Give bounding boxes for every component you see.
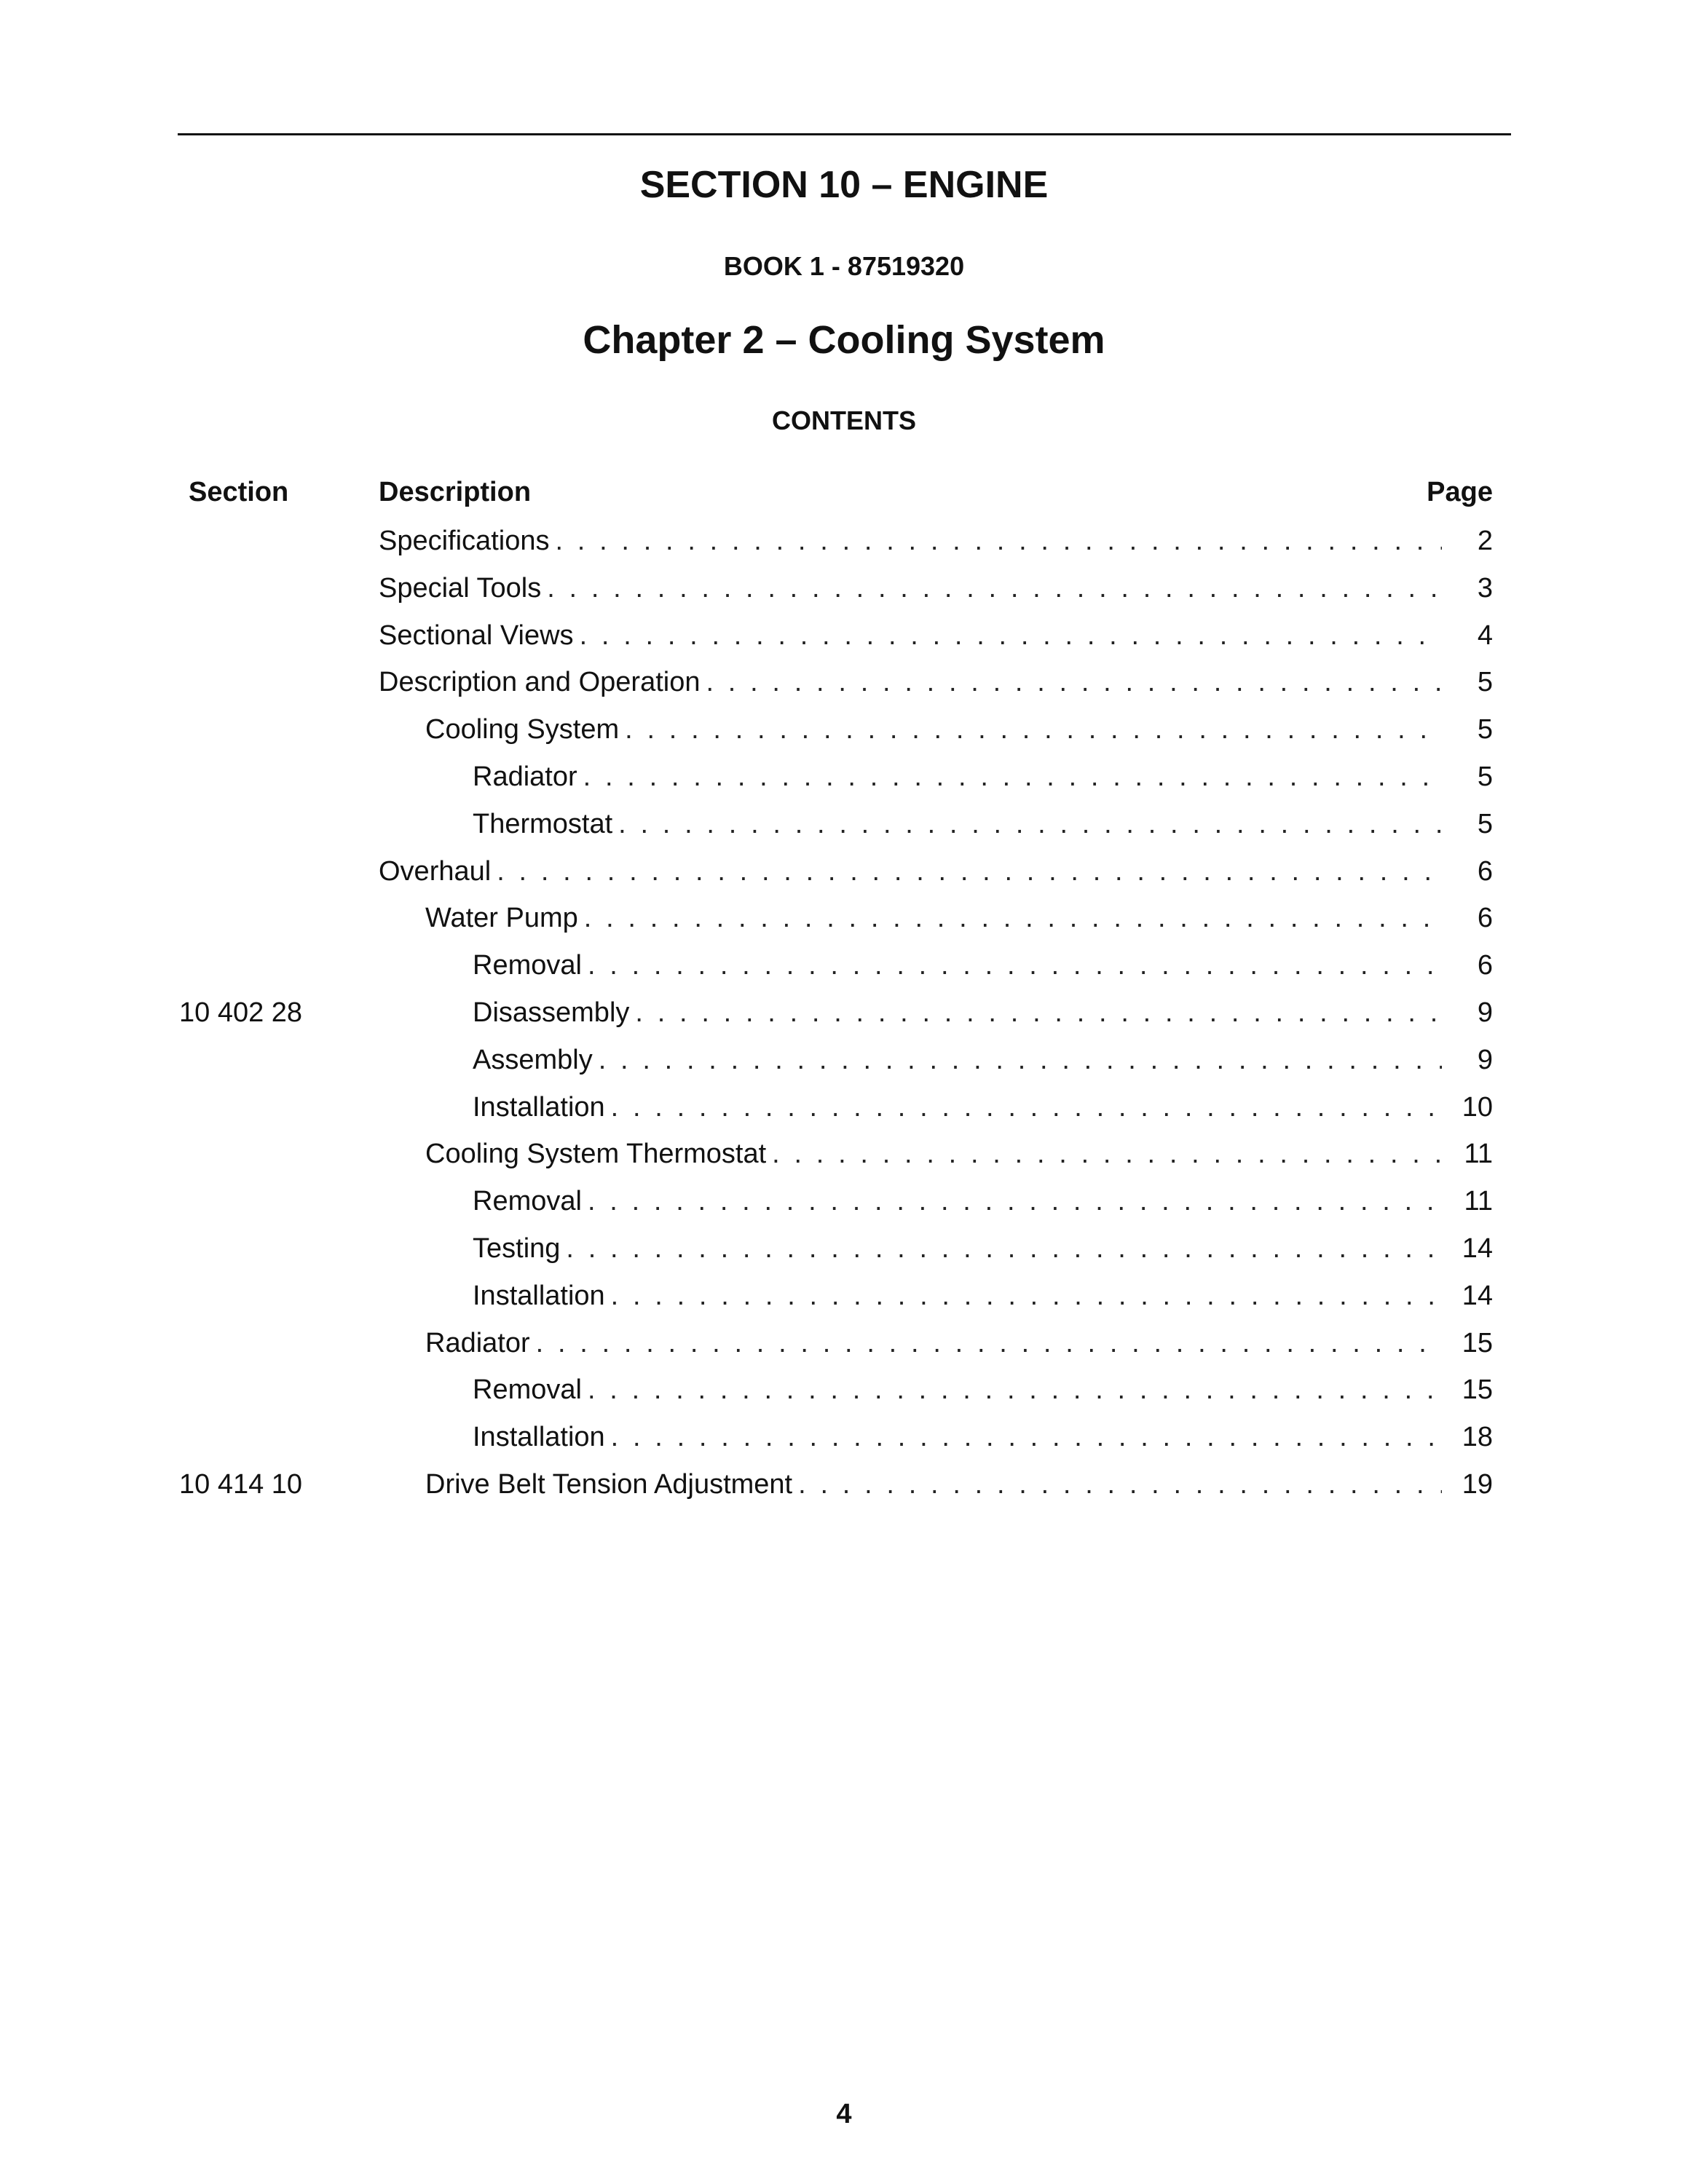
toc-section-code: 10 414 10 (179, 1469, 303, 1500)
toc-entry (473, 1182, 1493, 1220)
toc-entry-page: 11 (1464, 1186, 1493, 1216)
toc-entry (425, 1465, 1493, 1503)
toc-entry-label: Sectional Views (379, 620, 574, 651)
toc-entry (425, 899, 1493, 937)
toc-entry-label: Assembly (473, 1045, 593, 1075)
toc-entry (425, 1135, 1493, 1173)
chapter-title: Chapter 2 – Cooling System (583, 318, 1105, 362)
toc-entry-page: 5 (1477, 714, 1493, 745)
toc-entry-page: 14 (1462, 1233, 1493, 1264)
dot-leader (547, 569, 1442, 607)
toc-entry-page: 6 (1477, 950, 1493, 981)
toc-entry-label: Removal (473, 1186, 582, 1216)
toc-entry-label: Disassembly (473, 997, 630, 1028)
dot-leader (635, 994, 1442, 1032)
toc-entry (379, 569, 1493, 607)
toc-row (178, 617, 1493, 654)
dot-leader (583, 758, 1442, 796)
toc-row (178, 899, 1493, 937)
toc-entry-page: 2 (1477, 526, 1493, 556)
toc-entry-label: Cooling System (425, 714, 620, 745)
toc-row (178, 1324, 1493, 1362)
toc-row (178, 1041, 1493, 1079)
dot-leader (599, 1041, 1442, 1079)
toc-entry-label: Installation (473, 1281, 605, 1311)
toc-entry-label: Special Tools (379, 573, 542, 604)
toc-entry-page: 5 (1477, 809, 1493, 839)
book-number: BOOK 1 - 87519320 (723, 251, 965, 281)
dot-leader (706, 663, 1442, 701)
dot-leader (618, 805, 1442, 843)
dot-leader (798, 1465, 1442, 1503)
dot-leader (611, 1418, 1442, 1456)
toc-entry-label: Cooling System Thermostat (425, 1139, 767, 1169)
dot-leader (566, 1230, 1442, 1267)
column-header-section: Section (189, 477, 289, 507)
toc-row (178, 852, 1493, 890)
toc-row (178, 805, 1493, 843)
toc-entry-label: Specifications (379, 526, 550, 556)
toc-entry-page: 14 (1462, 1281, 1493, 1311)
toc-entry (473, 1418, 1493, 1456)
toc-entry-page: 11 (1464, 1139, 1493, 1169)
toc-entry (473, 1371, 1493, 1409)
toc-entry-page: 5 (1477, 667, 1493, 697)
toc-entry-page: 4 (1477, 620, 1493, 651)
toc-row (178, 711, 1493, 748)
dot-leader (611, 1277, 1442, 1315)
toc-entry (473, 946, 1493, 984)
toc-row (178, 1230, 1493, 1267)
page-number: 4 (836, 2099, 852, 2129)
toc-entry-page: 9 (1477, 997, 1493, 1028)
toc-entry-page: 19 (1462, 1469, 1493, 1500)
toc-row (178, 569, 1493, 607)
toc-entry (379, 663, 1493, 701)
dot-leader (588, 946, 1442, 984)
toc-row (178, 1277, 1493, 1315)
dot-leader (588, 1371, 1442, 1409)
toc-entry-label: Testing (473, 1233, 561, 1264)
toc-entry-page: 10 (1462, 1092, 1493, 1123)
toc-row (178, 1371, 1493, 1409)
toc-entry (473, 1088, 1493, 1126)
toc-entry-page: 15 (1462, 1374, 1493, 1405)
column-header-description: Description (379, 477, 532, 507)
toc-row (178, 522, 1493, 560)
column-header-page: Page (1427, 477, 1493, 507)
toc-entry (379, 522, 1493, 560)
toc-entry (473, 1277, 1493, 1315)
toc-entry-page: 3 (1477, 573, 1493, 604)
toc-entry (473, 994, 1493, 1032)
dot-leader (588, 1182, 1442, 1220)
toc-entry (425, 1324, 1493, 1362)
toc-entry-page: 18 (1462, 1422, 1493, 1452)
toc-entry-label: Radiator (473, 761, 577, 792)
toc-row (178, 946, 1493, 984)
toc-row (178, 994, 1493, 1032)
contents-heading: CONTENTS (772, 405, 916, 435)
toc-entry (473, 1041, 1493, 1079)
toc-row (178, 1135, 1493, 1173)
toc-entry-page: 6 (1477, 903, 1493, 933)
toc-entry-label: Removal (473, 950, 582, 981)
toc-entry-page: 5 (1477, 761, 1493, 792)
dot-leader (584, 899, 1442, 937)
toc-section-code: 10 402 28 (179, 997, 303, 1028)
toc-row (178, 1182, 1493, 1220)
toc-entry-label: Water Pump (425, 903, 578, 933)
toc-entry-label: Description and Operation (379, 667, 701, 697)
dot-leader (555, 522, 1442, 560)
dot-leader (611, 1088, 1442, 1126)
dot-leader (536, 1324, 1442, 1362)
section-title: SECTION 10 – ENGINE (639, 164, 1049, 206)
dot-leader (625, 711, 1442, 748)
toc-row (178, 1418, 1493, 1456)
toc-entry-page: 15 (1462, 1328, 1493, 1358)
dot-leader (772, 1135, 1442, 1173)
toc-row (178, 758, 1493, 796)
toc-entry-label: Installation (473, 1422, 605, 1452)
toc-row (178, 663, 1493, 701)
toc-entry (473, 1230, 1493, 1267)
toc-entry-label: Radiator (425, 1328, 530, 1358)
dot-leader (497, 852, 1442, 890)
top-rule (178, 133, 1511, 135)
toc-row (178, 1465, 1493, 1503)
toc-entry-label: Thermostat (473, 809, 613, 839)
toc-entry-label: Drive Belt Tension Adjustment (425, 1469, 793, 1500)
toc-entry-label: Installation (473, 1092, 605, 1123)
dot-leader (580, 617, 1442, 654)
toc-entry-page: 9 (1477, 1045, 1493, 1075)
toc-entry (379, 852, 1493, 890)
toc-row (178, 1088, 1493, 1126)
toc-entry (473, 758, 1493, 796)
toc-entry-label: Removal (473, 1374, 582, 1405)
toc-entry (473, 805, 1493, 843)
toc-entry-label: Overhaul (379, 856, 492, 887)
toc-entry (379, 617, 1493, 654)
toc-entry (425, 711, 1493, 748)
toc-entry-page: 6 (1477, 856, 1493, 887)
